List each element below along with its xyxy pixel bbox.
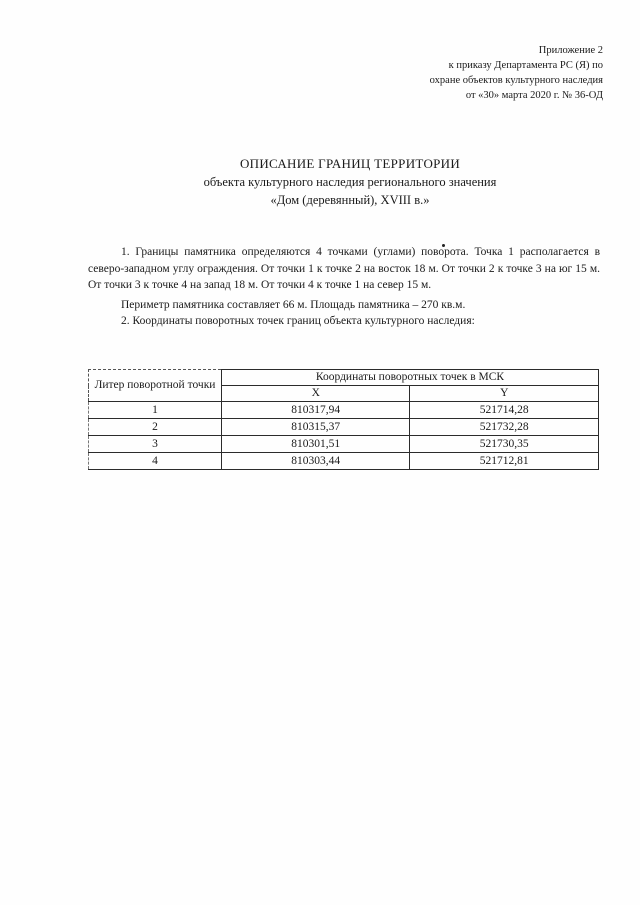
paragraph-perimeter: Периметр памятника составляет 66 м. Площадь памятника – 270 кв.м. bbox=[121, 298, 466, 311]
point-number: 3 bbox=[89, 436, 222, 453]
document-title-block bbox=[100, 155, 600, 209]
header-liter: Литер поворотной точки bbox=[89, 370, 222, 402]
header-x: X bbox=[222, 386, 410, 402]
paragraph-coordinates-intro: 2. Координаты поворотных точек границ объекта культурного наследия: bbox=[121, 315, 475, 327]
appendix-department: охране объектов культурного наследия bbox=[429, 75, 603, 86]
table-row bbox=[89, 402, 599, 419]
appendix-date: от «30» марта 2020 г. № 36-ОД bbox=[465, 90, 603, 101]
point-number: 4 bbox=[89, 453, 222, 470]
document-subtitle-2: «Дом (деревянный), XVIII в.» bbox=[270, 193, 430, 207]
table-row bbox=[89, 436, 599, 453]
coord-y: 521714,28 bbox=[410, 402, 599, 419]
appendix-order-ref: к приказу Департамента РС (Я) по bbox=[448, 60, 603, 71]
coord-x: 810301,51 bbox=[222, 436, 410, 453]
table-header-row bbox=[89, 370, 599, 386]
coord-x: 810317,94 bbox=[222, 402, 410, 419]
coord-y: 521712,81 bbox=[410, 453, 599, 470]
document-subtitle-1: объекта культурного наследия регионального значения bbox=[203, 175, 497, 189]
header-y: Y bbox=[410, 386, 599, 402]
point-number: 1 bbox=[89, 402, 222, 419]
coordinates-table bbox=[88, 369, 599, 470]
appendix-number: Приложение 2 bbox=[538, 45, 603, 56]
table-row bbox=[89, 419, 599, 436]
header-coordinates-group: Координаты поворотных точек в МСК bbox=[222, 370, 599, 386]
document-body bbox=[88, 244, 600, 330]
coord-y: 521732,28 bbox=[410, 419, 599, 436]
coord-x: 810303,44 bbox=[222, 453, 410, 470]
coord-y: 521730,35 bbox=[410, 436, 599, 453]
table-row bbox=[89, 453, 599, 470]
point-number: 2 bbox=[89, 419, 222, 436]
paragraph-boundaries: 1. Границы памятника определяются 4 точками (углами) поворота. Точка 1 располагается в северо-западном углу ограждения. От точки 1 к точке 2 на восток 18 м. От точки 2 к точке 3 на юг 15 м. От точки 3 к точке 4 на запад 18 м. От точки 4 к точке 1 на север 15 м. bbox=[88, 246, 600, 291]
document-title: ОПИСАНИЕ ГРАНИЦ ТЕРРИТОРИИ bbox=[239, 156, 461, 171]
coord-x: 810315,37 bbox=[222, 419, 410, 436]
appendix-header bbox=[430, 43, 603, 103]
